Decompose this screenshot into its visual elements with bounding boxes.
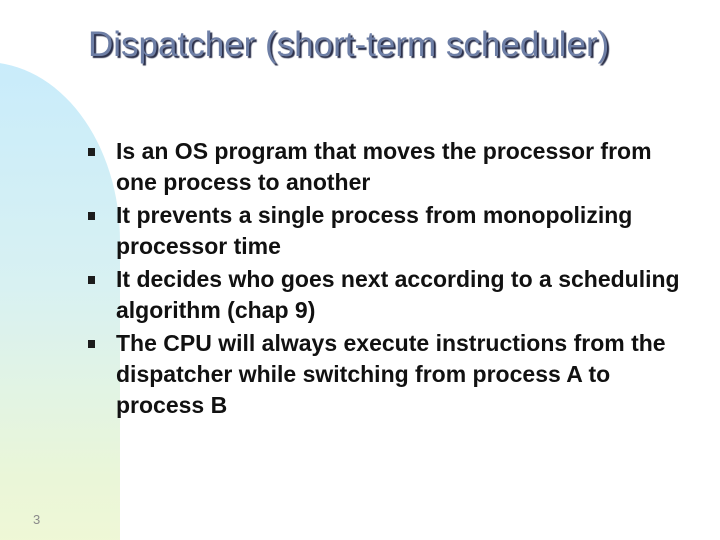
bullet-text: Is an OS program that moves the processor from one process to another — [116, 138, 652, 195]
bullet-text: The CPU will always execute instructions from the dispatcher while switching from process A to process B — [116, 330, 666, 418]
square-bullet-icon — [88, 276, 95, 284]
page-number: 3 — [33, 512, 41, 527]
bullet-item — [84, 328, 694, 421]
bullet-item — [84, 264, 694, 326]
square-bullet-icon — [88, 148, 95, 156]
bullet-text: It decides who goes next according to a scheduling algorithm (chap 9) — [116, 266, 680, 323]
bullet-item — [84, 200, 694, 262]
square-bullet-icon — [88, 340, 95, 348]
square-bullet-icon — [88, 212, 95, 220]
bullet-item — [84, 136, 694, 198]
bullet-text: It prevents a single process from monopolizing processor time — [116, 202, 633, 259]
slide-title: Dispatcher (short-term scheduler) — [88, 25, 610, 64]
bullet-list — [84, 136, 694, 423]
